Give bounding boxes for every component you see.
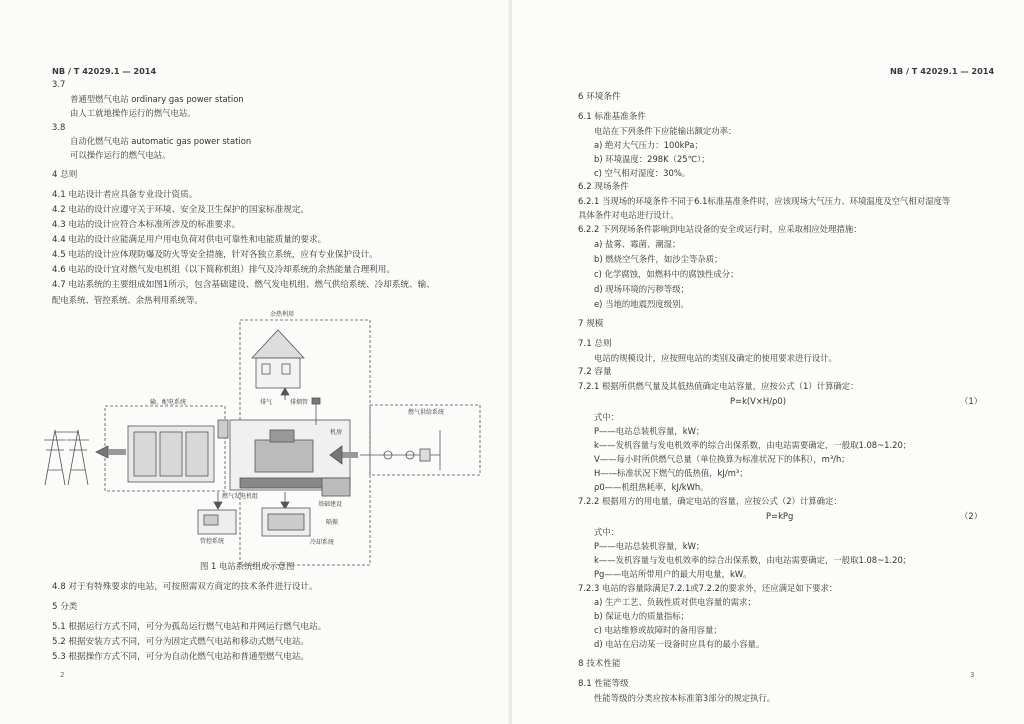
right-line-r721h: H——标准状况下燃气的低热值，kJ/m³；: [594, 468, 748, 478]
left-line-s46: 4.6 电站的设计宜对燃气发电机组（以下简称机组）排气及冷却系统的余热能量合理利用。: [52, 265, 395, 275]
right-line-r721p: P——电站总装机容量，kW；: [594, 426, 705, 436]
left-line-s37t: 普通型燃气电站 ordinary gas power station: [70, 94, 244, 104]
house-body: [256, 358, 300, 388]
right-line-r721k: k——发机容量与发电机效率的综合出保系数，由电站需要确定，一般取1.08~1.20；: [594, 440, 912, 450]
right-line-r7: 7 规模: [578, 319, 604, 329]
right-line-r6: 6 环境条件: [578, 92, 621, 102]
label-grid: 输、配电系统: [150, 399, 187, 406]
page-number-right: 3: [970, 671, 975, 679]
label-foundation: 基础建设: [318, 501, 343, 508]
label-room: 机房: [330, 429, 343, 436]
right-line-r722: 7.2.2 根据用方的用电量，确定电站的容量，应按公式（2）计算确定：: [578, 496, 842, 506]
right-line-r722g: Pg——电站所带用户的最大用电量，kW。: [594, 569, 752, 579]
right-line-r723c: c) 电站维修或故障时的备用容量；: [594, 625, 722, 635]
right-line-r81a: 性能等级的分类应按本标准第3部分的规定执行。: [594, 693, 776, 703]
label-exhaust-pipe: 排烟管: [290, 399, 309, 406]
right-line-r721r: ρ0——机组热耗率，kJ/kWh。: [594, 482, 709, 492]
left-line-s48: 4.8 对于有特殊要求的电站，可按照需双方商定的技术条件进行设计。: [52, 582, 318, 592]
right-line-r723d: d) 电站在启动某一设备时应具有的最小容量。: [594, 639, 765, 649]
right-line-r723a: a) 生产工艺、负载性质对供电容量的需求；: [594, 597, 756, 607]
right-line-r622b: b) 燃烧空气条件，如沙尘等杂质；: [594, 254, 723, 264]
right-line-r61c: b) 环境温度：298K（25℃）；: [594, 154, 710, 164]
left-line-s41: 4.1 电站设计者应具备专业设计资质。: [52, 190, 198, 200]
left-line-s4: 4 总则: [52, 170, 78, 180]
left-line-s45: 4.5 电站的设计应体现防爆及防火等安全措施，针对各独立系统，应有专业保护设计。: [52, 250, 378, 260]
right-line-r722f: P=kPg: [766, 511, 794, 521]
right-line-r722p: P——电站总装机容量，kW；: [594, 541, 705, 551]
left-line-s47: 4.7 电站系统的主要组成如图1所示，包含基础建设、燃气发电机组、燃气供给系统、冷却系统、输、: [52, 280, 435, 290]
right-line-r722n: （2）: [960, 511, 983, 521]
left-line-s37d: 由人工就地操作运行的燃气电站。: [70, 108, 196, 118]
right-line-r8: 8 技术性能: [578, 659, 621, 669]
left-line-s38d: 可以操作运行的燃气电站。: [70, 150, 171, 160]
right-line-r621: 6.2.1 当现场的环境条件不同于6.1标准基准条件时，应该现场大气压力、环境温度及空气相对湿度等: [578, 196, 951, 206]
right-line-r723: 7.2.3 电站的容量除满足7.2.1或7.2.2的要求外，还应满足如下要求：: [578, 583, 838, 593]
left-line-s5: 5 分类: [52, 602, 78, 612]
house-roof: [252, 330, 304, 358]
right-line-r622: 6.2.2 下列现场条件影响到电站设备的安全或运行时，应采取相应处理措施：: [578, 224, 862, 234]
label-cooling: 冷却系统: [310, 539, 335, 546]
right-line-r62: 6.2 现场条件: [578, 182, 629, 192]
left-line-fig1: 图 1 电站系统组成示意图: [200, 561, 295, 571]
right-line-r81: 8.1 性能等级: [578, 679, 629, 689]
page-header-left: NB / T 42029.1 — 2014: [52, 66, 157, 76]
label-gas-unit: 燃气发电机组: [222, 493, 259, 500]
right-line-r721f: P=k(V×H/ρ0): [730, 396, 786, 406]
right-line-r622c: c) 化学腐蚀，如燃料中的腐蚀性成分；: [594, 269, 739, 279]
right-line-r72: 7.2 容量: [578, 367, 612, 377]
right-line-r723b: b) 保证电力的质量指标；: [594, 611, 689, 621]
label-gas-supply: 燃气供给系统: [408, 409, 445, 416]
transmission-towers: [44, 430, 89, 485]
label-waste-heat: 余热利用: [270, 311, 295, 318]
right-line-r71a: 电站的规模设计，应按照电站的类别及确定的使用要求进行设计。: [594, 353, 837, 363]
left-line-s42: 4.2 电站的设计应遵守关于环境、安全及卫生保护的国家标准规定。: [52, 205, 310, 215]
right-line-r61b: a) 绝对大气压力：100kPa；: [594, 140, 703, 150]
right-page: [512, 0, 1024, 724]
right-line-r622a: a) 盐雾、霉菌、潮湿；: [594, 239, 681, 249]
right-line-r721: 7.2.1 根据所供燃气量及其低热值确定电站容量，应按公式（1）计算确定：: [578, 381, 859, 391]
right-line-r721n: （1）: [960, 396, 983, 406]
right-line-r622d: d) 现场环境的污秽等级；: [594, 284, 689, 294]
right-line-r622e: e) 当地的地震烈度级别。: [594, 299, 689, 309]
right-line-r621b: 具体条件对电站进行设计。: [578, 210, 679, 220]
right-line-r722k: k——发机容量与发电机效率的综合出保系数，由电站需要确定，一般取1.08~1.20；: [594, 555, 912, 565]
label-exhaust: 排气: [260, 399, 273, 406]
left-line-s51: 5.1 根据运行方式不同，可分为孤岛运行燃气电站和并网运行燃气电站。: [52, 622, 327, 632]
right-line-r721v: V——每小时所供燃气总量（单位换算为标准状况下的体积），m³/h；: [594, 454, 850, 464]
left-line-s43: 4.3 电站的设计应符合本标准所涉及的标准要求。: [52, 220, 241, 230]
left-line-s52: 5.2 根据安装方式不同，可分为固定式燃气电站和移动式燃气电站。: [52, 637, 310, 647]
right-line-r61d: c) 空气相对湿度：30%。: [594, 168, 691, 178]
page-header-right: NB / T 42029.1 — 2014: [890, 66, 995, 76]
right-line-r721w: 式中：: [594, 412, 620, 422]
left-line-s44: 4.4 电站的设计应能满足用户用电负荷对供电可靠性和电能质量的要求。: [52, 235, 327, 245]
left-line-s53: 5.3 根据操作方式不同，可分为自动化燃气电站和普通型燃气电站。: [52, 652, 310, 662]
right-line-r61a: 电站在下列条件下应能输出额定功率：: [594, 126, 737, 136]
right-line-r71: 7.1 总则: [578, 339, 612, 349]
right-line-r722w: 式中：: [594, 527, 620, 537]
right-line-r61: 6.1 标准基准条件: [578, 112, 646, 122]
left-line-s38: 3.8: [52, 122, 66, 132]
left-line-s47b: 配电系统、管控系统、余热利用系统等。: [52, 295, 203, 305]
page-number-left: 2: [60, 671, 65, 679]
label-control: 管控系统: [200, 538, 225, 545]
label-insulation: 隔振: [326, 519, 339, 526]
left-line-s38t: 自动化燃气电站 automatic gas power station: [70, 136, 252, 146]
left-line-s37: 3.7: [52, 79, 66, 89]
control-panel: [218, 420, 228, 438]
